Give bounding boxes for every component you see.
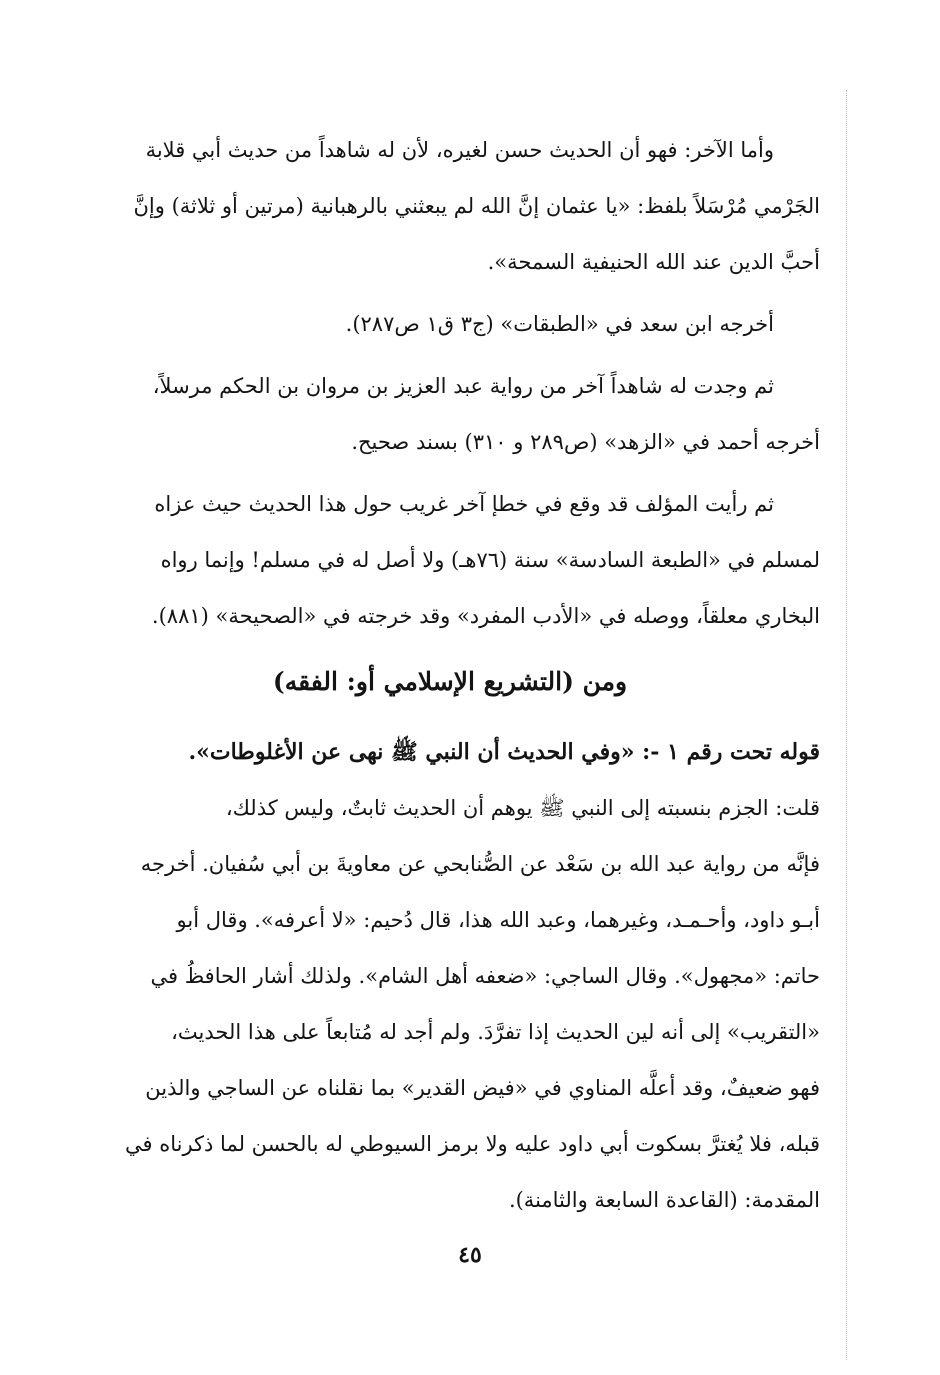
section-heading: ومن (التشريع الإسلامي أو: الفقه) [272, 667, 628, 696]
text-line: فإنَّه من رواية عبد الله بن سَعْد عن الصُّنابحي عن معاويةَ بن أبي سُفيان. أخرجه [140, 852, 820, 876]
page-number: ٤٥ [458, 1242, 482, 1268]
text-line: الجَرْمي مُرْسَلاً بلفظ: «يا عثمان إنَّ الله لم يبعثني بالرهبانية (مرتين أو ثلاثة) وإنَّ [133, 194, 820, 218]
text-line: أحبَّ الدين عند الله الحنيفية السمحة». [487, 250, 820, 274]
text-line: حاتم: «مجهول». وقال الساجي: «ضعفه أهل الشام». ولذلك أشار الحافظُ في [150, 964, 820, 988]
text-line: فهو ضعيفٌ، وقد أعلَّه المناوي في «فيض القدير» بما نقلناه عن الساجي والذين [145, 1076, 820, 1100]
text-line: «التقريب» إلى أنه لين الحديث إذا تفرَّدَ. ولم أجد له مُتابعاً على هذا الحديث، [171, 1020, 820, 1044]
text-line: ثم رأيت المؤلف قد وقع في خطإ آخر غريب حول هذا الحديث حيث عزاه [154, 492, 774, 516]
text-line: أخرجه ابن سعد في «الطبقات» (ج٣ ق١ ص٢٨٧). [345, 312, 774, 336]
quote-heading: قوله تحت رقم ١ -: «وفي الحديث أن النبي ﷺ نهى عن الأغلوطات». [188, 739, 820, 765]
paragraph-ibn-saad [80, 296, 820, 352]
paragraph-hadith-status [80, 122, 820, 290]
paragraph-author-error [80, 476, 820, 644]
text-line: لمسلم في «الطبعة السادسة» سنة (٧٦هـ) ولا أصل له في مسلم! وإنما رواه [160, 548, 820, 572]
text-line: وأما الآخر: فهو أن الحديث حسن لغيره، لأن له شاهداً من حديث أبي قلابة [145, 138, 774, 162]
paragraph-witness [80, 358, 820, 470]
page-edge-line [846, 90, 847, 1360]
text-line: أخرجه أحمد في «الزهد» (ص٢٨٩ و ٣١٠) بسند صحيح. [351, 430, 820, 454]
text-line: قلت: الجزم بنسبته إلى النبي ﷺ يوهم أن الحديث ثابتٌ، وليس كذلك، [225, 796, 820, 820]
paragraph-commentary [80, 780, 820, 1228]
text-line: أبـو داود، وأحـمـد، وغيرهما، وعبد الله هذا، قال دُحيم: «لا أعرفه». وقال أبو [176, 908, 820, 932]
text-line: المقدمة: (القاعدة السابعة والثامنة). [508, 1188, 820, 1212]
text-line: ثم وجدت له شاهداً آخر من رواية عبد العزيز بن مروان بن الحكم مرسلاً، [152, 374, 774, 398]
page-content [80, 122, 820, 1234]
text-line: قبله، فلا يُغترَّ بسكوت أبي داود عليه ولا برمز السيوطي له بالحسن لما ذكرناه في [124, 1132, 820, 1156]
text-line: البخاري معلقاً، ووصله في «الأدب المفرد» وقد خرجته في «الصحيحة» (٨٨١). [151, 604, 820, 628]
